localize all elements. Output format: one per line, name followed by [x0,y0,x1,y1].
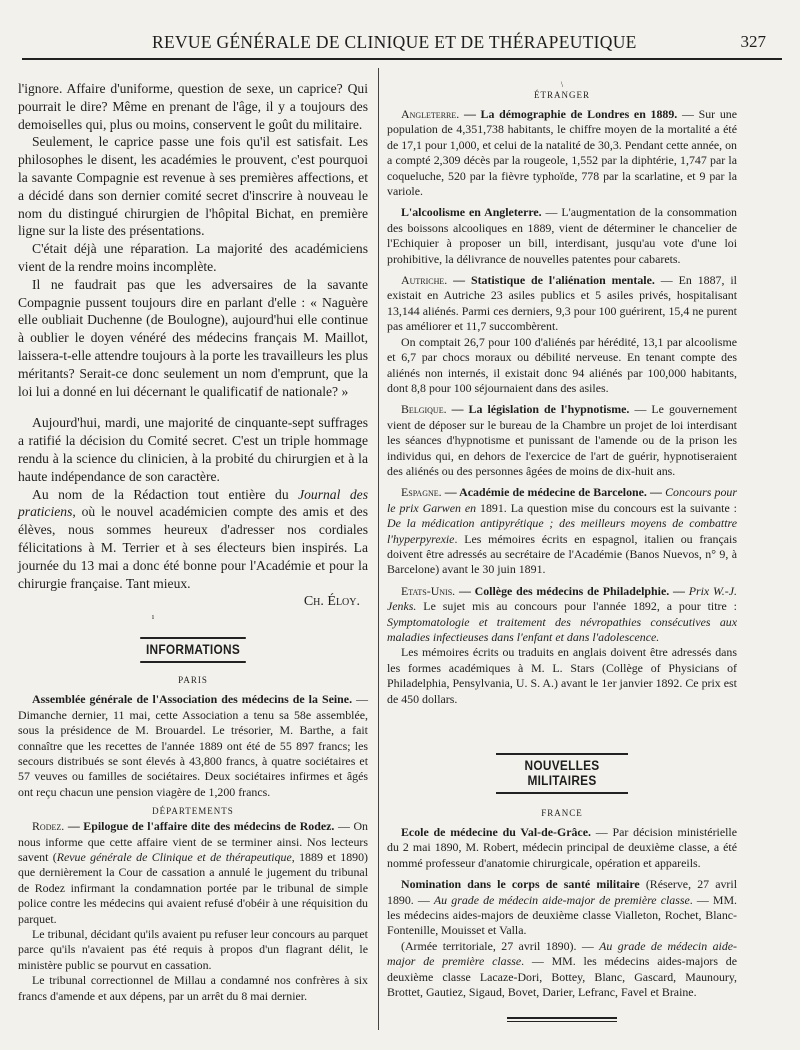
column-divider [378,68,379,1030]
paragraph: C'était déjà une réparation. La majorité des académiciens vient de la rendre moins incomplète. [18,241,368,274]
item-place: Autriche. [401,273,448,288]
item-text: . — MM. les médecins aides-majors de deuxième classe Vialleton, Rochet, Blanc-Fontenille, Mouisset et Valla. [387,892,737,938]
right-column [387,80,737,1022]
item-italic: Prix W.-J. Jenks. [387,583,737,614]
news-item [387,877,737,939]
item-place: Espagne. [401,485,442,500]
section-heading-militaires: NOUVELLES MILITAIRES [496,753,628,794]
paragraph [18,486,368,593]
item-title: — La démographie de Londres en 1889. [463,107,678,121]
item-title: Ecole de médecine du Val-de-Grâce. [401,825,591,840]
news-item [18,692,368,800]
news-item [387,205,737,267]
subheading-etranger: ÉTRANGER [534,90,590,100]
informations-body [18,692,368,1004]
paragraph: Le tribunal, décidant qu'ils avaient pu refuser leur concours au parquet parce qu'ils n'avaient pas été requis à propos d'un flagrant délit, le ministère public se pourvut en cassation. [18,927,368,972]
item-title: — Collège des médecins de Philadelphie. [455,583,670,598]
subheading-paris: PARIS [178,675,208,686]
page-number: 327 [740,32,766,51]
news-item [387,825,737,871]
item-text: — On nous informe que cette affaire vient de se terminer ainsi. Nos lecteurs savent ( [18,819,368,864]
item-italic: Revue générale de Clinique et de thérapeutique [56,849,292,864]
item-title: L'alcoolisme en Angleterre. [401,205,542,220]
paragraph: l'ignore. Affaire d'uniforme, question de sexe, un caprice? Qui pourrait le dire? Même en prenant de l'âge, il y a toujours des demoiselles qui, plus ou moins, conservent le goût du militaire. [18,81,368,132]
signature: Ch. Éloy. [303,594,360,610]
item-text: — L'augmentation de la consommation des boissons alcooliques en 1889, vient de déterminer le chancelier de l'Echiquier à proposer un bill, interdisant, jusqu'au vote d'une loi prohibitive, la délivrance de nouvelles patentes pour cabarets. [387,205,737,266]
item-title: — Académie de médecine de Barcelone. [441,485,647,500]
item-place: Belgique. [401,402,447,417]
paragraph: Les mémoires écrits ou traduits en anglais doivent être adressés dans les formes académiques à M. L. Stars (Collège of Physicians of Philadelphia, Pensylvania, U. S. A.) avant le 1er janvier 1892. Ce prix est de 450 dollars. [387,645,737,706]
item-text: (Armée territoriale, 27 avril 1890). — [401,938,600,953]
item-italic: Concours pour le prix Garwen en [387,485,737,515]
item-place: Angleterre. [401,107,460,121]
journal-name: Journal des praticiens [18,486,368,520]
news-item [387,273,737,335]
item-text: . — MM. les médecins aides-majors de deuxième classe Lacaze-Dori, Bottey, Blanc, Gascard, Maunoury, Brottet, Gautiez, Sigaud, Bovet, Darier, Lefranc, Favel et Braine. [387,954,738,1000]
item-text: . Les mémoires écrits en espagnol, italien ou français doivent être adressés au secrétaire de l'Académie (Banos Nuevos, n° 9, à Barcelone) avant le 30 juin 1891. [387,531,737,577]
paragraph: Seulement, le caprice passe une fois qu'il est satisfait. Les philosophes le disent, les académies le prouvent, c'est pourquoi la savante Compagnie est revenue à ses premières affections, et a décidé dans son dernier comité secret d'inscrire à nouveau le nom du distingué chirurgien de l'hôpital Bichat, en première ligne sur la liste des présentations. [18,134,368,239]
item-dash: — [646,485,662,500]
closing-rule [507,1017,617,1022]
item-text: 1891. La question mise du concours est la suivante : [476,500,737,515]
stray-mark: \ [560,80,564,89]
item-text: — Sur une population de 4,351,738 habitants, le chiffre moyen de la mortalité a été de 17,1 pour 1,000, et celui de la natalité de 30,3. Pendant cette année, on a compté 2,309 décès par la rougeole, 1,552 par la diphtérie, 1,747 par la coqueluche, 520 par la fièvre typhoïde, 778 par la scarlatine, et 9 par la variole. [387,107,737,199]
item-place: Etats-Unis. [401,583,456,598]
paragraph: Aujourd'hui, mardi, une majorité de cinquante-sept suffrages a ratifié la décision du Comité secret. C'est un triple hommage rendu à la science du clinicien, à la probité du chirurgien et à la haute indépendance de son caractère. [18,415,368,484]
text: Au nom de la Rédaction tout entière du [32,486,299,502]
paragraph: On comptait 26,7 pour 100 d'aliénés par hérédité, 13,1 par alcoolisme et 6,7 par chocs moraux ou débilité nerveuse. En tenant compte des aliénés non internés, il existait donc 94 aliénés par 100,000 habitants, dont 8,8 pour 100 séjournaient dans des asiles. [387,334,737,395]
subheading-france: FRANCE [541,808,583,819]
item-dash: — [669,583,685,598]
item-title: — La législation de l'hypnotisme. [446,402,630,417]
text: , où le nouvel académicien compte des amis et des élèves, nous sommes heureux d'adresser nos cordiales félicitations à M. Terrier et à ses électeurs bien inspirés. La journée du 13 mai a donc été bonne pour l'Académie et pour la chirurgie française. Tant mieux. [18,504,368,591]
item-text: (Réserve, 27 avril 1890. — [387,877,737,907]
stray-mark: ı [151,612,155,622]
item-italic: Au grade de médecin aide-major de première classe [387,938,737,969]
item-text: — Le gouvernement vient de déposer sur le bureau de la Chambre un projet de loi interdisant les séances d'hypnotisme et punissant de l'amende ou de la prison les individus qui, en dehors de l'exercice de l'art de guérir, hypnotiseraient des aliénés ou des personnes âgées de moins de dix-huit ans. [387,402,737,478]
item-title: Assemblée générale de l'Association des médecins de la Seine. [32,692,353,707]
item-title: — Statistique de l'aliénation mentale. [447,273,655,288]
paragraph: Le tribunal correctionnel de Millau a condamné nos confrères à six francs d'amende et aux dépens, par un arrêt du 8 mai dernier. [18,973,368,1003]
item-title: Nomination dans le corps de santé militaire [401,877,640,892]
journal-title: REVUE GÉNÉRALE DE CLINIQUE ET DE THÉRAPEUTIQUE [152,32,637,52]
item-italic: De la médication antipyrétique ; des meilleurs moyens de combattre l'hyperpyrexie [387,516,737,546]
item-place: Rodez. [32,819,65,834]
running-header [22,28,782,60]
left-column [18,80,368,1004]
item-text: Le sujet mis au concours pour l'année 1892, a pour titre : [416,599,737,614]
news-item [387,107,737,199]
subheading-departements: DÉPARTEMENTS [152,806,234,817]
item-text: — Dimanche dernier, 11 mai, cette Association a tenu sa 58e assemblée, sous la présidence de M. Brouardel. Le trésorier, M. Barthe, a fait connaître que les recettes de l'année 1889 ont été de 55 897 francs; les secours distribués se sont élevés à 43,800 francs, à quatre sociétaires et 57 veuves ou familles de sociétaires. Deux sociétaires infirmes et âgés ont reçu chacun une pension viagère de 1,200 francs. [18,692,368,799]
news-item [387,584,737,646]
item-text: , 1889 et 1890) que dernièrement la Cour de cassation a annulé le jugement du tribunal de Rodez infirmant la condamnation portée par le tribunal de simple police contre les médecins qui avaient refusé d'obéir à une réquisition du parquet. [18,849,368,926]
paragraph [387,939,737,1001]
news-item [18,819,368,927]
news-item [387,402,737,479]
item-text: — Par décision ministérielle du 2 mai 1890, M. Robert, médecin principal de deuxième classe, a été nommé professeur d'anatomie chirurgicale, opération et appareils. [387,825,737,870]
item-italic: Au grade de médecin aide-major de première classe [433,892,690,907]
item-text: — En 1887, il existait en Autriche 23 asiles publics et 5 asiles privés, hospitalisant 13,144 aliénés. Parmi ces derniers, 9,3 pour 100 guérirent, 15,4 ne purent pas améliorer et 11,7 succombèrent. [387,273,737,334]
paragraph: Il ne faudrait pas que les adversaires de la savante Compagnie pussent toujours dire en parlant d'elle : « Naguère elle oubliait Duchenne (de Boulogne), aujourd'hui elle continue à oublier le doyen vénéré des médecins français M. Maillot, laissera-t-elle attendre toujours à la porte les travailleurs les plus méritants? Serait-ce donc seulement un nom d'emprunt, que la loi lui a donné en lui décernant le qualificatif de nationale? » [18,276,368,399]
item-title: — Epilogue de l'affaire dite des médecins de Rodez. [64,819,335,834]
news-item [387,485,737,577]
section-heading-informations: INFORMATIONS [140,637,246,663]
item-italic: Symptomatologie et traitement des névropathies consécutives aux maladies infectieuses dans l'enfant et dans l'adolescence. [387,614,737,644]
